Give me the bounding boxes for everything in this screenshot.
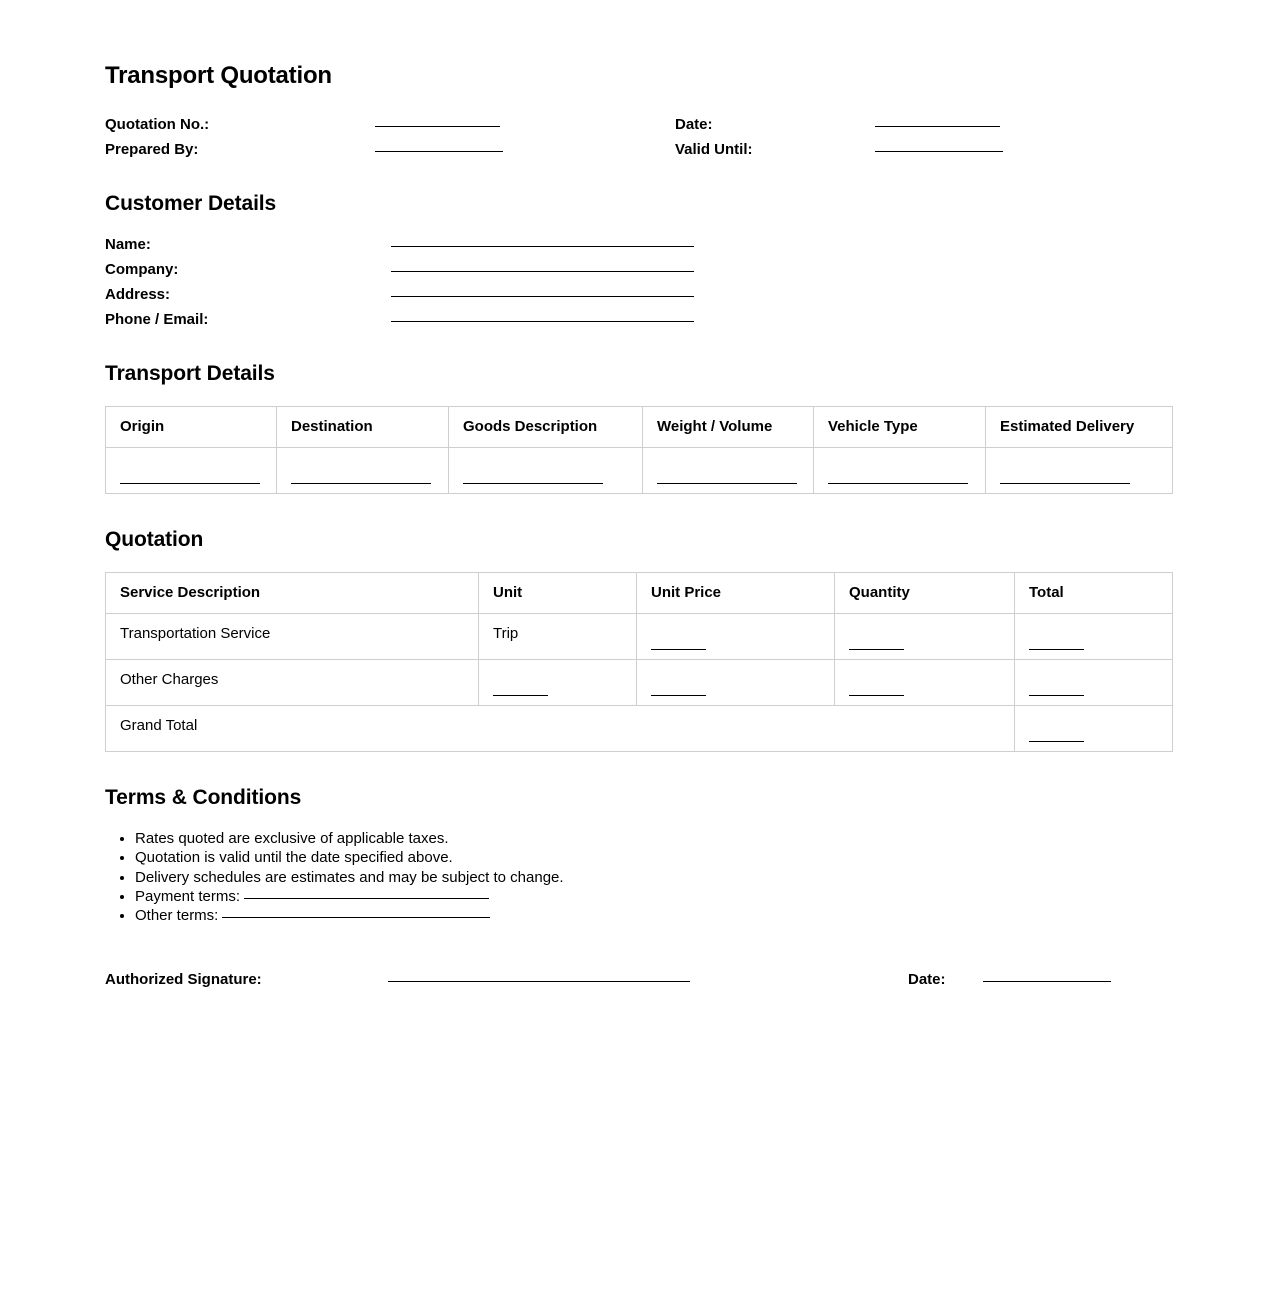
cell-quantity[interactable] [835, 660, 1015, 706]
unit-price-input-row2[interactable] [651, 695, 706, 696]
prepared-by-field-wrap [375, 141, 675, 158]
term-text: Quotation is valid until the date specified above. [135, 849, 453, 867]
list-item [135, 830, 1173, 848]
term-text: Other terms: [135, 907, 219, 925]
list-item [135, 888, 1173, 906]
cell-goods-description[interactable] [449, 448, 643, 494]
valid-until-input[interactable] [875, 151, 1003, 152]
cell-total[interactable] [1015, 614, 1173, 660]
grand-total-label: Grand Total [106, 706, 1015, 752]
list-item [135, 849, 1173, 867]
cell-service-description: Transportation Service [106, 614, 479, 660]
cell-estimated-delivery[interactable] [986, 448, 1173, 494]
cell-weight-volume[interactable] [643, 448, 814, 494]
valid-until-label: Valid Until: [675, 141, 753, 158]
column-header-unit: Unit [479, 573, 637, 614]
quotation-heading: Quotation [105, 528, 204, 551]
table-row [106, 614, 1173, 660]
cell-unit-price[interactable] [637, 660, 835, 706]
destination-input[interactable] [291, 483, 431, 484]
customer-details-heading: Customer Details [105, 192, 277, 215]
grand-total-input[interactable] [1029, 741, 1084, 742]
customer-phone-email-input[interactable] [391, 321, 694, 322]
cell-quantity[interactable] [835, 614, 1015, 660]
quantity-input-row1[interactable] [849, 649, 904, 650]
transport-details-heading: Transport Details [105, 362, 275, 385]
column-header-goods-description: Goods Description [449, 407, 643, 448]
page-title: Transport Quotation [105, 62, 332, 89]
customer-phone-email-field-wrap [391, 311, 1173, 328]
customer-name-label: Name: [105, 236, 151, 253]
grand-total-row [106, 706, 1173, 752]
column-header-origin: Origin [106, 407, 277, 448]
customer-name-field-wrap [391, 236, 1173, 253]
payment-terms-input[interactable] [244, 898, 489, 899]
terms-conditions-heading: Terms & Conditions [105, 786, 302, 809]
cell-unit: Trip [479, 614, 637, 660]
column-header-estimated-delivery: Estimated Delivery [986, 407, 1173, 448]
date-field-wrap [875, 116, 1175, 133]
unit-input-row2[interactable] [493, 695, 548, 696]
list-item [135, 869, 1173, 887]
quotation-no-input[interactable] [375, 126, 500, 127]
transport-details-table [105, 406, 1173, 494]
customer-company-input[interactable] [391, 271, 694, 272]
signature-date-field-wrap [983, 971, 1173, 988]
column-header-destination: Destination [277, 407, 449, 448]
cell-vehicle-type[interactable] [814, 448, 986, 494]
cell-service-description: Other Charges [106, 660, 479, 706]
weight-volume-input[interactable] [657, 483, 797, 484]
total-input-row2[interactable] [1029, 695, 1084, 696]
column-header-service-description: Service Description [106, 573, 479, 614]
cell-total[interactable] [1015, 660, 1173, 706]
other-terms-input[interactable] [222, 917, 490, 918]
cell-unit[interactable] [479, 660, 637, 706]
date-input[interactable] [875, 126, 1000, 127]
prepared-by-input[interactable] [375, 151, 503, 152]
quotation-no-label: Quotation No.: [105, 116, 210, 133]
quantity-input-row2[interactable] [849, 695, 904, 696]
date-label: Date: [675, 116, 713, 133]
quotation-no-field-wrap [375, 116, 675, 133]
signature-date-input[interactable] [983, 981, 1111, 982]
prepared-by-label: Prepared By: [105, 141, 199, 158]
cell-destination[interactable] [277, 448, 449, 494]
unit-price-input-row1[interactable] [651, 649, 706, 650]
vehicle-type-input[interactable] [828, 483, 968, 484]
signature-date-label: Date: [908, 971, 946, 989]
cell-unit-price[interactable] [637, 614, 835, 660]
customer-name-input[interactable] [391, 246, 694, 247]
customer-phone-email-label: Phone / Email: [105, 311, 209, 328]
table-row [106, 660, 1173, 706]
authorized-signature-field-wrap [388, 971, 908, 988]
terms-list [105, 830, 1173, 925]
authorized-signature-input[interactable] [388, 981, 690, 982]
customer-address-input[interactable] [391, 296, 694, 297]
table-row [106, 448, 1173, 494]
signature-row [105, 971, 1173, 988]
estimated-delivery-input[interactable] [1000, 483, 1130, 484]
table-header-row [106, 407, 1173, 448]
document-content [105, 62, 1173, 988]
column-header-unit-price: Unit Price [637, 573, 835, 614]
column-header-quantity: Quantity [835, 573, 1015, 614]
header-meta-grid [105, 116, 1173, 158]
authorized-signature-label: Authorized Signature: [105, 971, 262, 989]
column-header-weight-volume: Weight / Volume [643, 407, 814, 448]
customer-company-label: Company: [105, 261, 179, 278]
quotation-table [105, 572, 1173, 752]
cell-grand-total[interactable] [1015, 706, 1173, 752]
list-item [135, 907, 1173, 925]
goods-description-input[interactable] [463, 483, 603, 484]
table-header-row [106, 573, 1173, 614]
term-text: Payment terms: [135, 887, 241, 905]
customer-address-label: Address: [105, 286, 171, 303]
origin-input[interactable] [120, 483, 260, 484]
column-header-total: Total [1015, 573, 1173, 614]
total-input-row1[interactable] [1029, 649, 1084, 650]
customer-details-grid [105, 236, 1173, 328]
customer-company-field-wrap [391, 261, 1173, 278]
term-text: Rates quoted are exclusive of applicable taxes. [135, 830, 449, 847]
customer-address-field-wrap [391, 286, 1173, 303]
cell-origin[interactable] [106, 448, 277, 494]
valid-until-field-wrap [875, 141, 1175, 158]
column-header-vehicle-type: Vehicle Type [814, 407, 986, 448]
term-text: Delivery schedules are estimates and may be subject to change. [135, 868, 564, 886]
